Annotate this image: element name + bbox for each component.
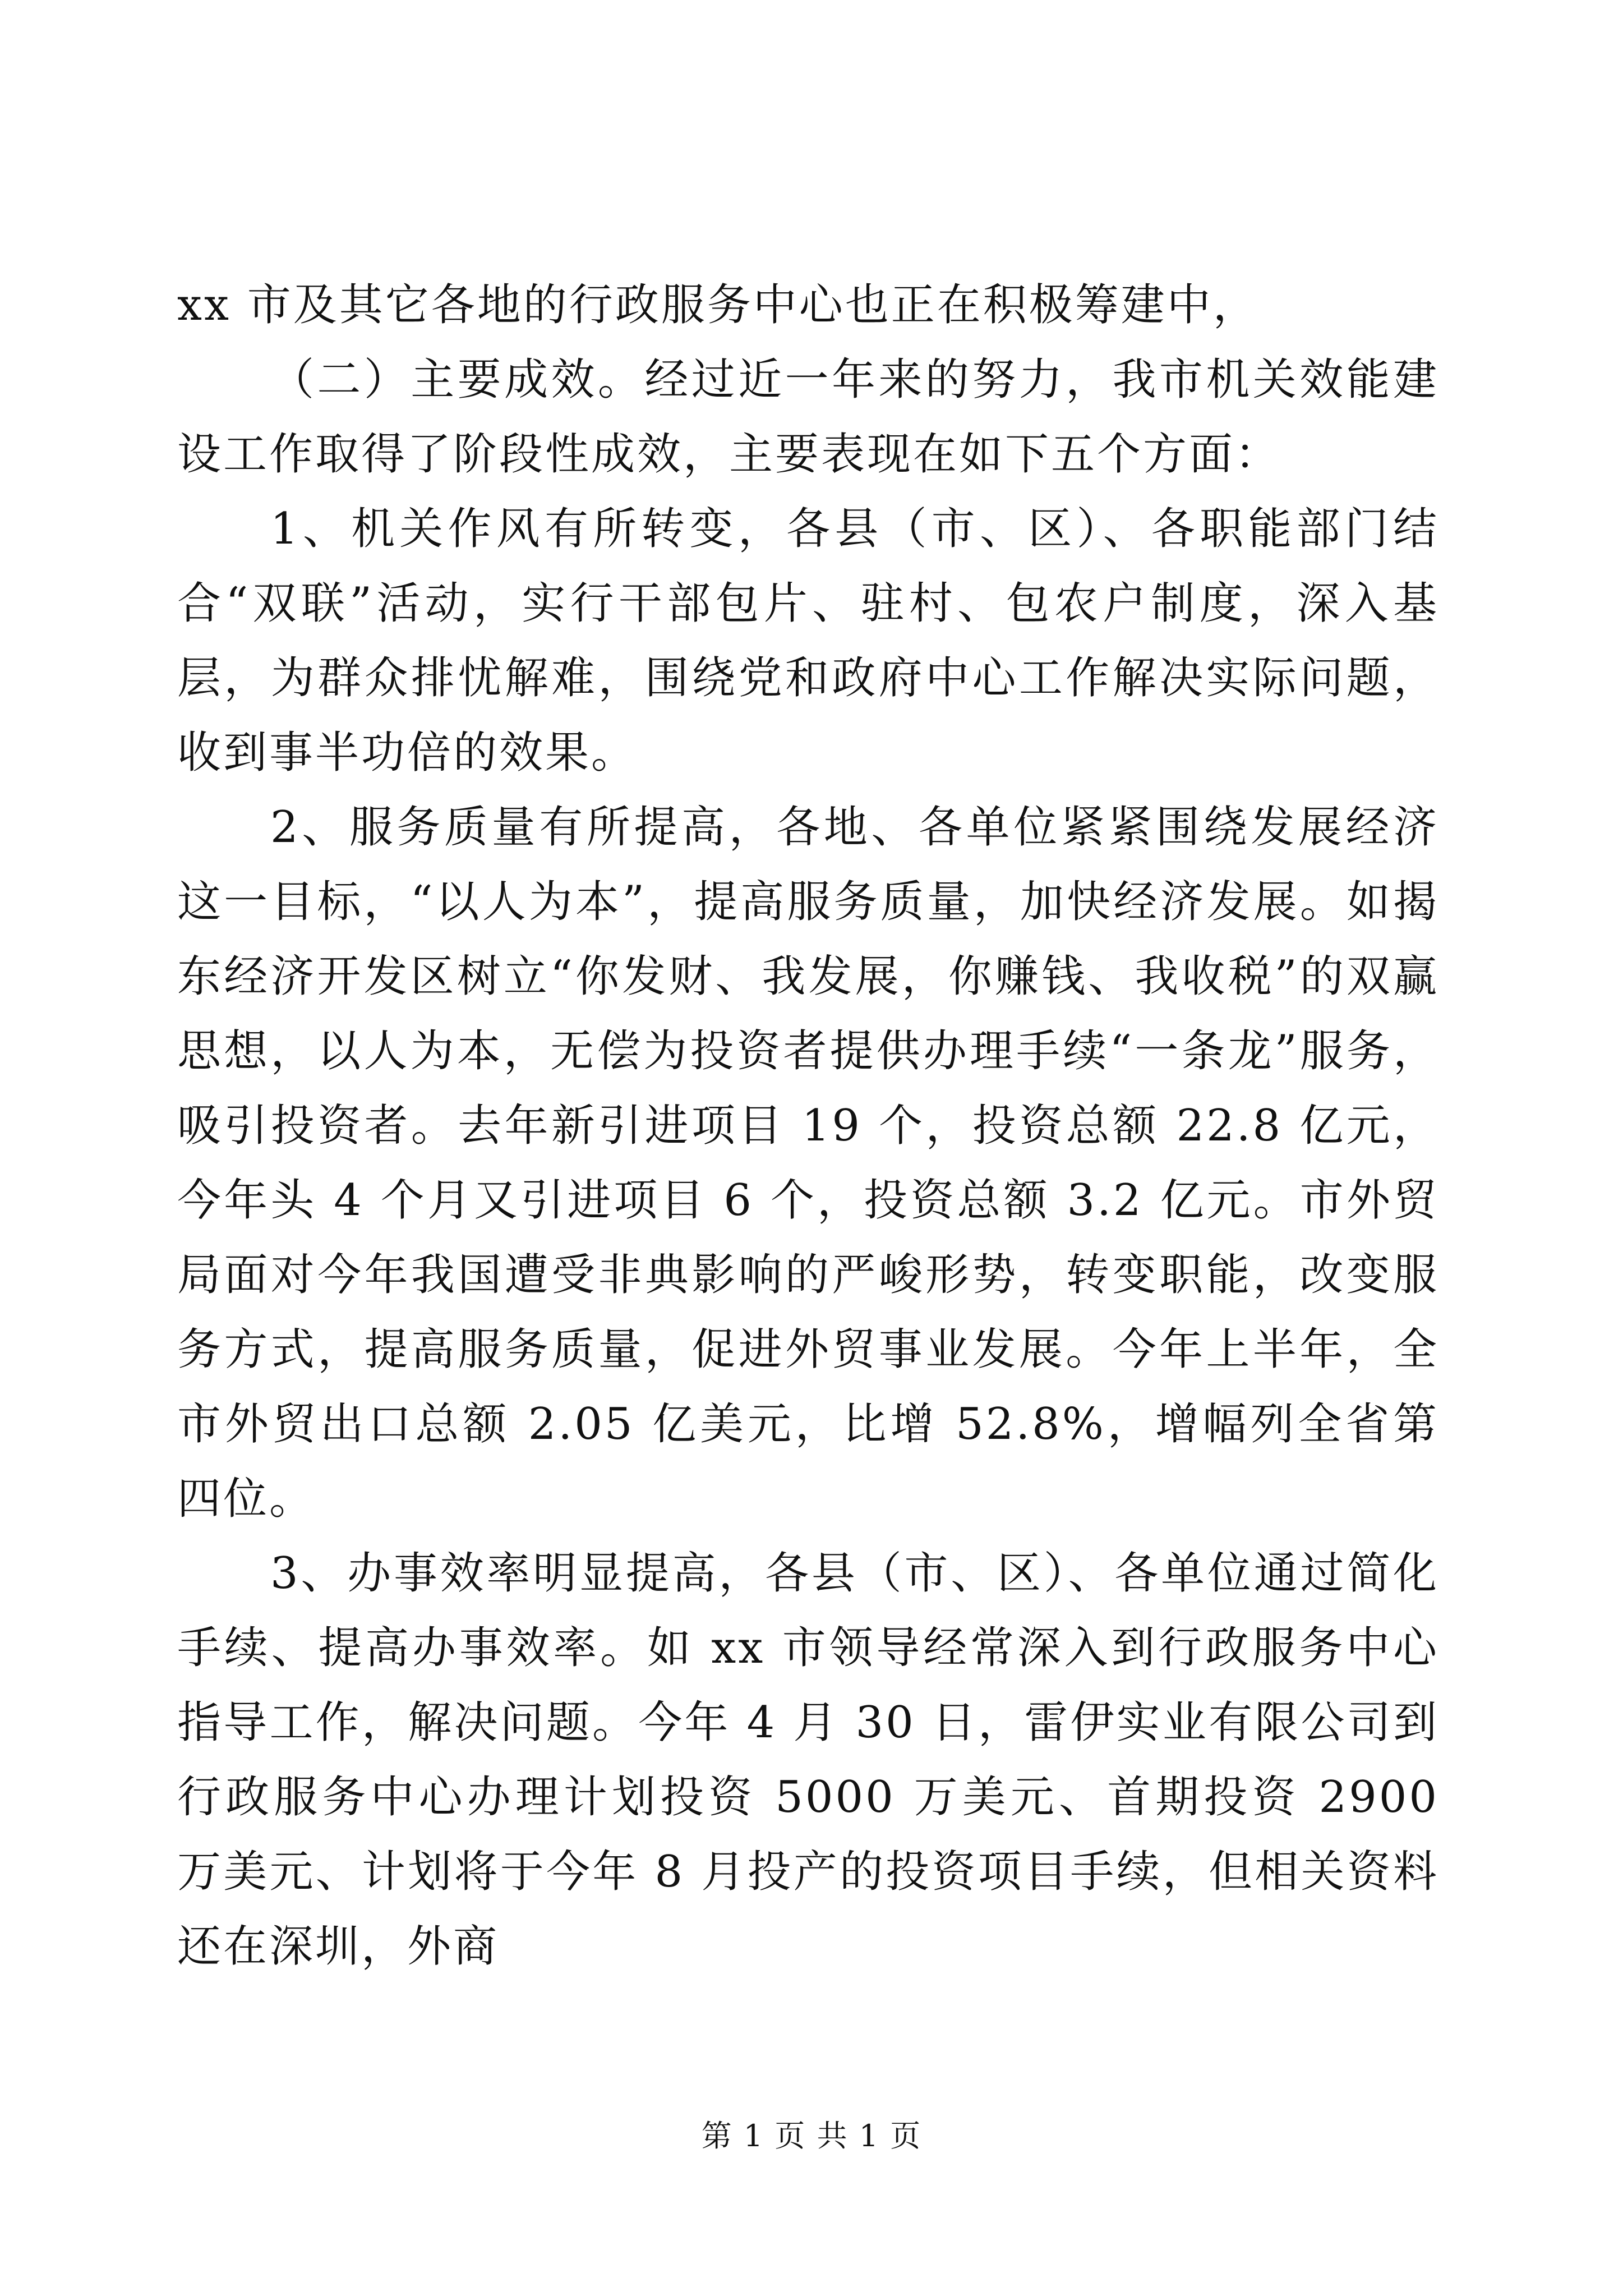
page-footer: 第 1 页 共 1 页 <box>701 2118 922 2154</box>
paragraph-main-achievements: （二）主要成效。经过近一年来的努力，我市机关效能建设工作取得了阶段性成效，主要表现在如下五个方面： <box>177 355 1439 480</box>
paragraph-continuation: xx 市及其它各地的行政服务中心也正在积极筹建中， <box>177 280 1259 330</box>
document-body <box>177 268 1439 1984</box>
paragraph-item-2: 2、服务质量有所提高，各地、各单位紧紧围绕发展经济这一目标，“以人为本”，提高服务质量，加快经济发展。如揭东经济开发区树立“你发财、我发展，你赚钱、我收税”的双赢思想，以人为本，无偿为投资者提供办理手续“一条龙”服务，吸引投资者。去年新引进项目 19 个，投资总额 22.8 亿元，今年头 4 个月又引进项目 6 个，投资总额 3.2 亿元。市外贸局面对今年我国遭受非典影响的严峻形势，转变职能，改变服务方式，提高服务质量，促进外贸事业发展。今年上半年，全市外贸出口总额 2.05 亿美元，比增 52.8%，增幅列全省第四位。 <box>177 802 1439 1524</box>
paragraph-item-3: 3、办事效率明显提高，各县（市、区）、各单位通过简化手续、提高办事效率。如 xx 市领导经常深入到行政服务中心指导工作，解决问题。今年 4 月 30 日，雷伊实业有限公司到行政服务中心办理计划投资 5000 万美元、首期投资 2900 万美元、计划将于今年 8 月投产的投资项目手续，但相关资料还在深圳，外商 <box>177 1548 1439 1972</box>
paragraph-item-1: 1、机关作风有所转变，各县（市、区）、各职能部门结合“双联”活动，实行干部包片、驻村、包农户制度，深入基层，为群众排忧解难，围绕党和政府中心工作解决实际问题，收到事半功倍的效果。 <box>177 504 1439 778</box>
